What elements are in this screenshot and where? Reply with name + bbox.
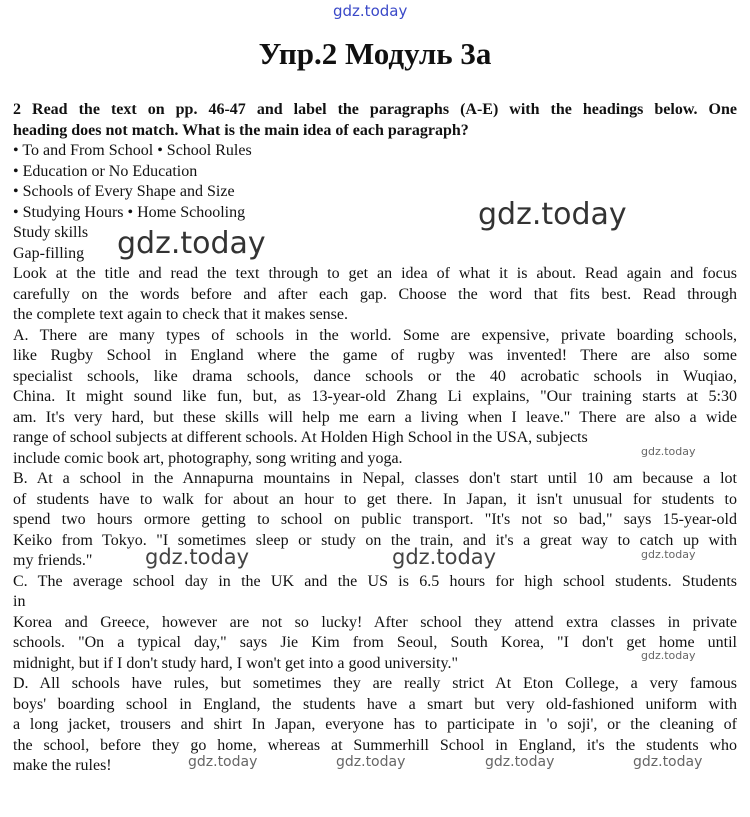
heading-option-2: • Education or No Education	[13, 162, 198, 180]
watermark-small-2: gdz.today	[641, 548, 696, 561]
page-title: Упр.2 Модуль 3а	[258, 36, 492, 71]
paragraph-c-line-3: Korea and Greece, however are not so lucky! After school they attend extra classes in private	[13, 613, 737, 631]
watermark-bottom-3: gdz.today	[485, 754, 555, 770]
paragraph-d-line-3: a long jacket, trousers and shirt In Japan, everyone has to participate in 'o soji', or the cleaning of	[13, 716, 737, 733]
paragraph-a-line-1: A. There are many types of schools in the world. Some are expensive, private boarding schools,	[13, 326, 737, 344]
instruction-line-2: heading does not match. What is the main idea of each paragraph?	[13, 121, 469, 139]
paragraph-d-line-4: the school, before they go home, whereas at Summerhill School in England, it's the students who	[13, 736, 737, 754]
heading-option-3: • Schools of Every Shape and Size	[13, 183, 235, 200]
paragraph-b-line-4: Keiko from Tokyo. "I sometimes sleep or study on the train, and it's a great way to catch up with	[13, 531, 737, 549]
watermark-top: gdz.today	[333, 2, 408, 20]
paragraph-a-line-6: range of school subjects at different schools. At Holden High School in the USA, subjects	[13, 429, 588, 446]
watermark-large-2: gdz.today	[117, 226, 266, 261]
gap-filling-label: Gap-filling	[13, 244, 85, 262]
paragraph-c-line-4: schools. "On a typical day," says Jie Kim from Seoul, South Korea, "I don't get home until	[13, 634, 737, 651]
paragraph-b-line-3: spend two hours ormore getting to school on public transport. "It's not so bad," says 15-year-old	[13, 511, 737, 528]
paragraph-c-line-5: midnight, but if I don't study hard, I won't get into a good university."	[13, 654, 458, 672]
document-body	[13, 100, 737, 777]
paragraph-a-line-2: like Rugby School in England where the game of rugby was invented! There are also some	[13, 347, 737, 364]
watermark-mid-1: gdz.today	[145, 545, 250, 569]
paragraph-a-line-3: specialist schools, like drama schools, dance schools or the 40 acrobatic schools in Wuqiao,	[13, 367, 737, 385]
watermark-bottom-2: gdz.today	[336, 754, 406, 770]
heading-option-1: • To and From School • School Rules	[13, 142, 252, 159]
paragraph-d-line-2: boys' boarding school in England, the students have a smart but very old-fashioned uniform with	[13, 695, 737, 713]
instruction-line-1: 2 Read the text on pp. 46-47 and label the paragraphs (A-E) with the headings below. One	[13, 101, 737, 118]
paragraph-d-line-1: D. All schools have rules, but sometimes they are really strict At Eton College, a very famous	[13, 675, 737, 692]
tip-line-1: Look at the title and read the text through to get an idea of what it is about. Read again and focus	[13, 265, 737, 282]
watermark-small-1: gdz.today	[641, 445, 696, 458]
paragraph-a-line-7: include comic book art, photography, song writing and yoga.	[13, 449, 403, 467]
watermark-small-3: gdz.today	[641, 649, 696, 662]
paragraph-d-line-5: make the rules!	[13, 757, 112, 774]
tip-line-2: carefully on the words before and after each gap. Choose the word that fits best. Read through	[13, 285, 737, 303]
watermark-large-1: gdz.today	[478, 197, 627, 232]
heading-option-4: • Studying Hours • Home Schooling	[13, 203, 246, 221]
paragraph-b-line-5: my friends."	[13, 552, 93, 569]
tip-line-3: the complete text again to check that it makes sense.	[13, 306, 348, 323]
paragraph-a-line-5: am. It's very hard, but these skills will help me earn a living when I leave." There are also a wide	[13, 408, 737, 426]
paragraph-a-line-4: China. It might sound like fun, but, as 13-year-old Zhang Li explains, "Our training starts at 5:30	[13, 388, 737, 405]
watermark-bottom-4: gdz.today	[633, 754, 703, 770]
watermark-bottom-1: gdz.today	[188, 754, 258, 770]
study-skills-label: Study skills	[13, 224, 89, 241]
paragraph-b-line-2: of students have to walk for about an hour to get there. In Japan, it isn't unusual for students to	[13, 490, 737, 508]
watermark-mid-2: gdz.today	[392, 545, 497, 569]
paragraph-c-line-2: in	[13, 593, 26, 610]
paragraph-b-line-1: B. At a school in the Annapurna mountains in Nepal, classes don't start until 10 am because a lot	[13, 470, 737, 487]
paragraph-c-line-1: C. The average school day in the UK and the US is 6.5 hours for high school students. Students	[13, 572, 737, 590]
